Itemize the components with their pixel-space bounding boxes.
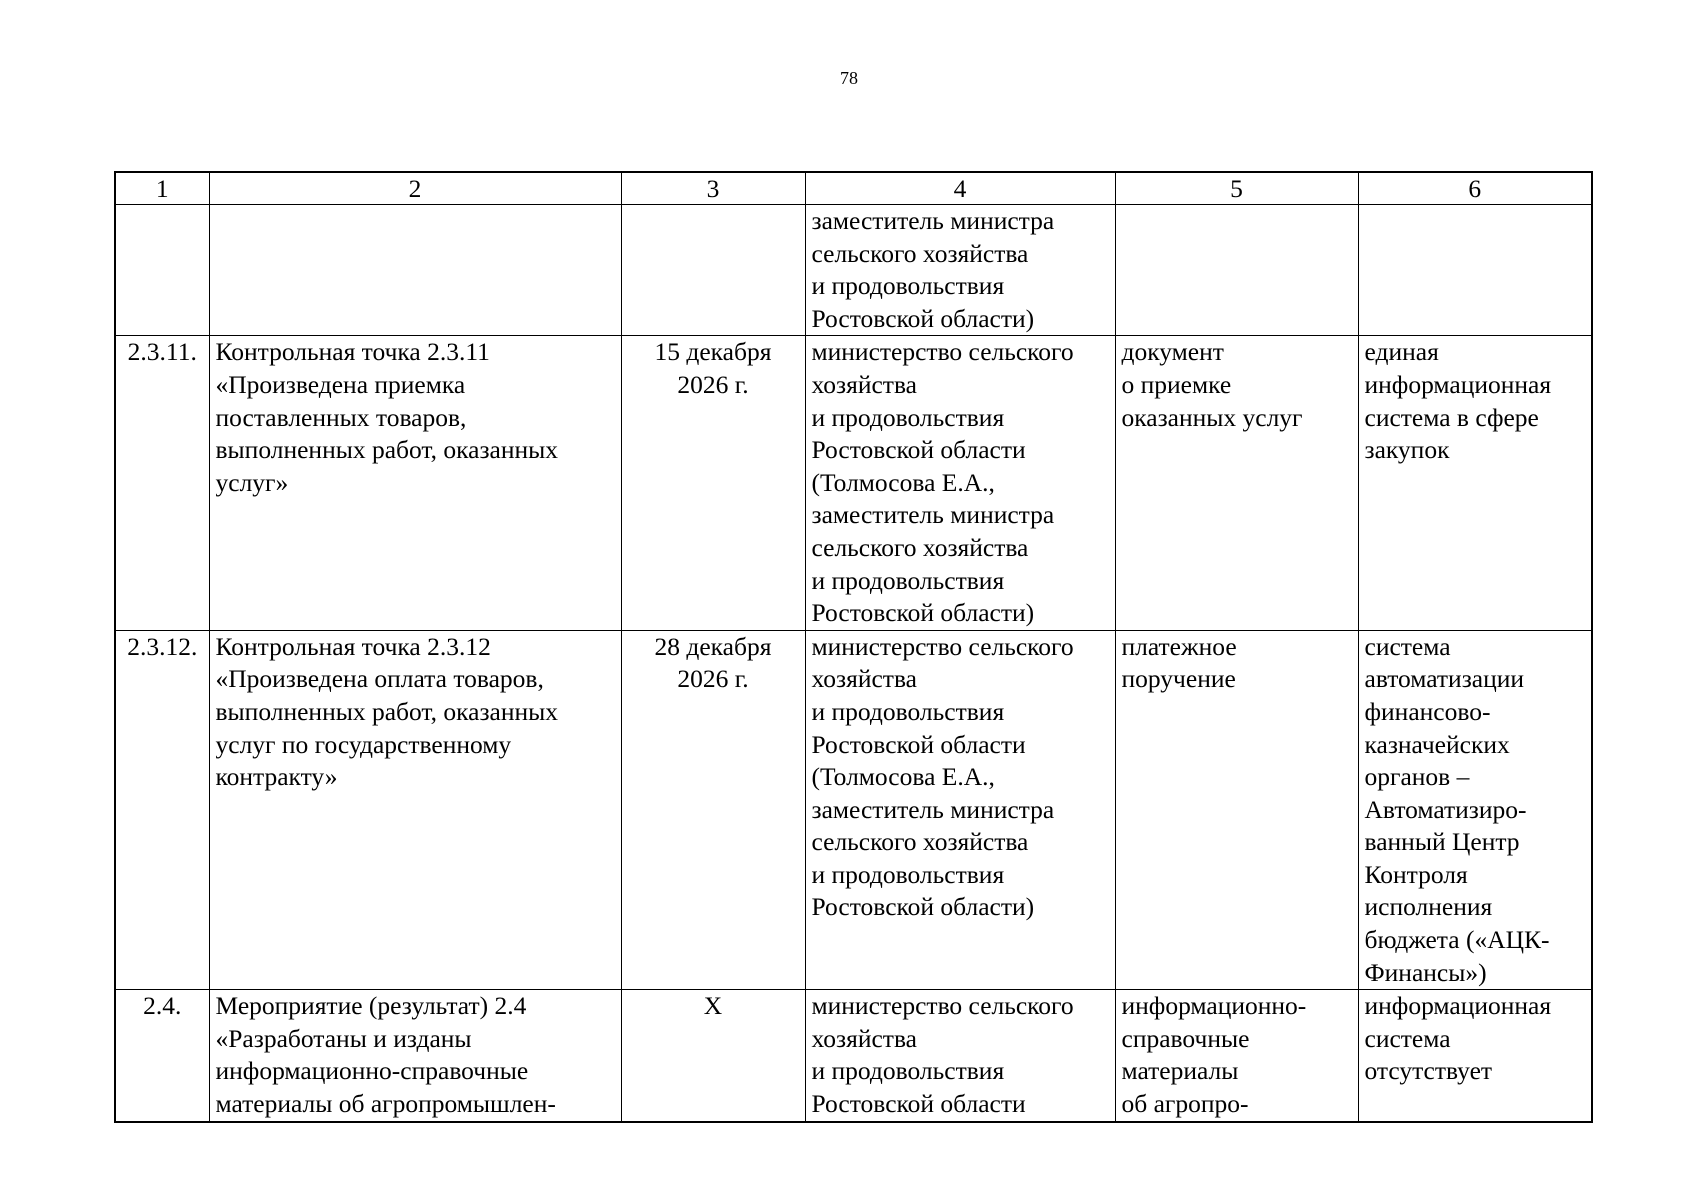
table-row bbox=[115, 336, 1592, 630]
table-row bbox=[115, 990, 1592, 1122]
row-document: документ о приемке оказанных услуг bbox=[1115, 336, 1358, 630]
plan-table bbox=[114, 171, 1593, 1123]
row-name bbox=[209, 205, 621, 336]
column-header: 2 bbox=[209, 172, 621, 205]
row-system: единая информационная система в сфере закупок bbox=[1358, 336, 1592, 630]
row-responsible: министерство сельского хозяйства и продовольствия Ростовской области (Толмосова Е.А., заместитель министра сельского хозяйства и продовольствия Ростовской области) bbox=[805, 336, 1115, 630]
row-responsible: заместитель министра сельского хозяйства и продовольствия Ростовской области) bbox=[805, 205, 1115, 336]
row-number: 2.3.12. bbox=[115, 630, 209, 990]
page-number: 78 bbox=[840, 68, 858, 88]
row-date: 28 декабря 2026 г. bbox=[621, 630, 805, 990]
row-name: Мероприятие (результат) 2.4 «Разработаны и изданы информационно-справочные материалы об агропромышлен- bbox=[209, 990, 621, 1122]
row-date: 15 декабря 2026 г. bbox=[621, 336, 805, 630]
row-name: Контрольная точка 2.3.11 «Произведена приемка поставленных товаров, выполненных работ, оказанных услуг» bbox=[209, 336, 621, 630]
row-document: платежное поручение bbox=[1115, 630, 1358, 990]
row-number bbox=[115, 205, 209, 336]
row-date: Х bbox=[621, 990, 805, 1122]
row-responsible: министерство сельского хозяйства и продовольствия Ростовской области (Толмосова Е.А., заместитель министра сельского хозяйства и продовольствия Ростовской области) bbox=[805, 630, 1115, 990]
column-header: 6 bbox=[1358, 172, 1592, 205]
row-system bbox=[1358, 205, 1592, 336]
row-number: 2.4. bbox=[115, 990, 209, 1122]
row-document: информационно- справочные материалы об агропро- bbox=[1115, 990, 1358, 1122]
column-header: 5 bbox=[1115, 172, 1358, 205]
table-row bbox=[115, 630, 1592, 990]
row-system: информационная система отсутствует bbox=[1358, 990, 1592, 1122]
column-header: 4 bbox=[805, 172, 1115, 205]
row-system: система автоматизации финансово- казначейских органов – Автоматизиро- ванный Центр Контроля исполнения бюджета («АЦК- Финансы») bbox=[1358, 630, 1592, 990]
table-row bbox=[115, 205, 1592, 336]
row-date bbox=[621, 205, 805, 336]
column-header: 3 bbox=[621, 172, 805, 205]
row-responsible: министерство сельского хозяйства и продовольствия Ростовской области bbox=[805, 990, 1115, 1122]
table-header-row bbox=[115, 172, 1592, 205]
row-document bbox=[1115, 205, 1358, 336]
column-header: 1 bbox=[115, 172, 209, 205]
row-name: Контрольная точка 2.3.12 «Произведена оплата товаров, выполненных работ, оказанных услуг по государственному контракту» bbox=[209, 630, 621, 990]
row-number: 2.3.11. bbox=[115, 336, 209, 630]
